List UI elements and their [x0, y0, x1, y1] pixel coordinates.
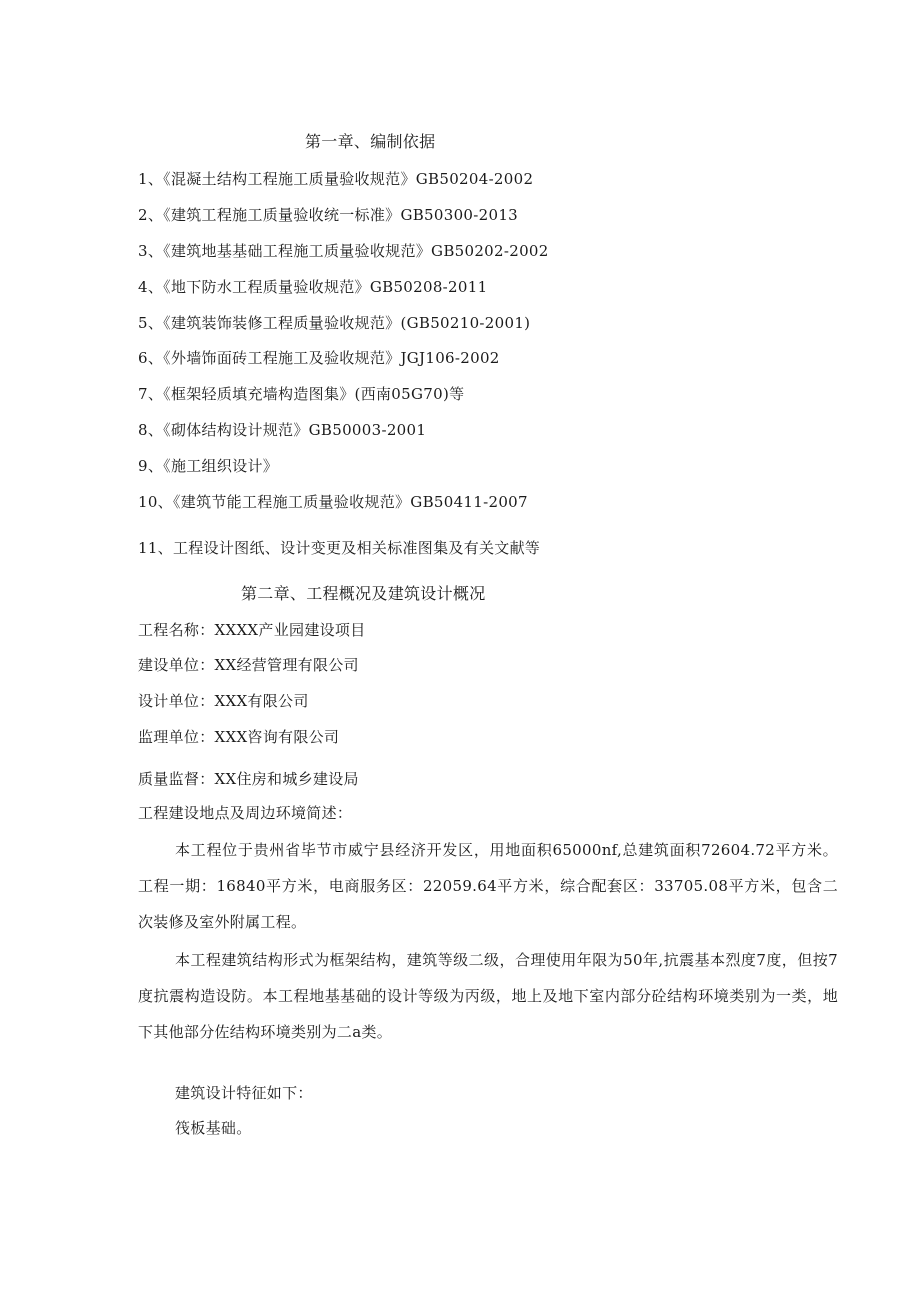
reference-item: 3、《建筑地基基础工程施工质量验收规范》GB50202-2002: [138, 242, 549, 260]
reference-item: 8、《砌体结构设计规范》GB50003-2001: [138, 421, 427, 439]
reference-item: 9、《施工组织设计》: [138, 457, 279, 475]
construction-unit: 建设单位：XX经营管理有限公司: [138, 656, 359, 674]
foundation-type: 筏板基础。: [175, 1119, 252, 1137]
chapter2-title: 第二章、工程概况及建筑设计概况: [241, 584, 486, 603]
design-unit: 设计单位：XXX有限公司: [138, 692, 309, 710]
reference-item: 2、《建筑工程施工质量验收统一标准》GB50300-2013: [138, 206, 519, 224]
design-features-intro: 建筑设计特征如下：: [175, 1084, 313, 1102]
structure-paragraph: 本工程建筑结构形式为框架结构，建筑等级二级，合理使用年限为50年,抗震基本烈度7度，但按7度抗震构造设防。本工程地基基础的设计等级为丙级，地上及地下室内部分砼结构环境类别为一类，地下其他部分佐结构环境类别为二a类。: [138, 951, 838, 1041]
site-description-heading: 工程建设地点及周边环境简述：: [138, 804, 353, 822]
reference-item: 5、《建筑装饰装修工程质量验收规范》(GB50210-2001): [138, 314, 531, 332]
reference-item: 7、《框架轻质填充墙构造图集》(西南05G70)等: [138, 385, 465, 403]
supervision-unit: 监理单位：XXX咨询有限公司: [138, 728, 340, 746]
reference-item: 11、工程设计图纸、设计变更及相关标准图集及有关文献等: [138, 539, 541, 557]
site-paragraph: 本工程位于贵州省毕节市威宁县经济开发区，用地面积65000nf,总建筑面积72604.72平方米。工程一期：16840平方米，电商服务区：22059.64平方米，综合配套区：33705.08平方米，包含二次装修及室外附属工程。: [138, 841, 838, 931]
reference-item: 4、《地下防水工程质量验收规范》GB50208-2011: [138, 278, 488, 296]
reference-item: 10、《建筑节能工程施工质量验收规范》GB50411-2007: [138, 493, 528, 511]
reference-item: 6、《外墙饰面砖工程施工及验收规范》JGJ106-2002: [138, 349, 500, 367]
project-name: 工程名称：XXXX产业园建设项目: [138, 621, 366, 639]
reference-item: 1、《混凝土结构工程施工质量验收规范》GB50204-2002: [138, 170, 534, 188]
chapter1-title: 第一章、编制依据: [305, 132, 436, 151]
quality-supervision: 质量监督：XX住房和城乡建设局: [138, 770, 359, 788]
